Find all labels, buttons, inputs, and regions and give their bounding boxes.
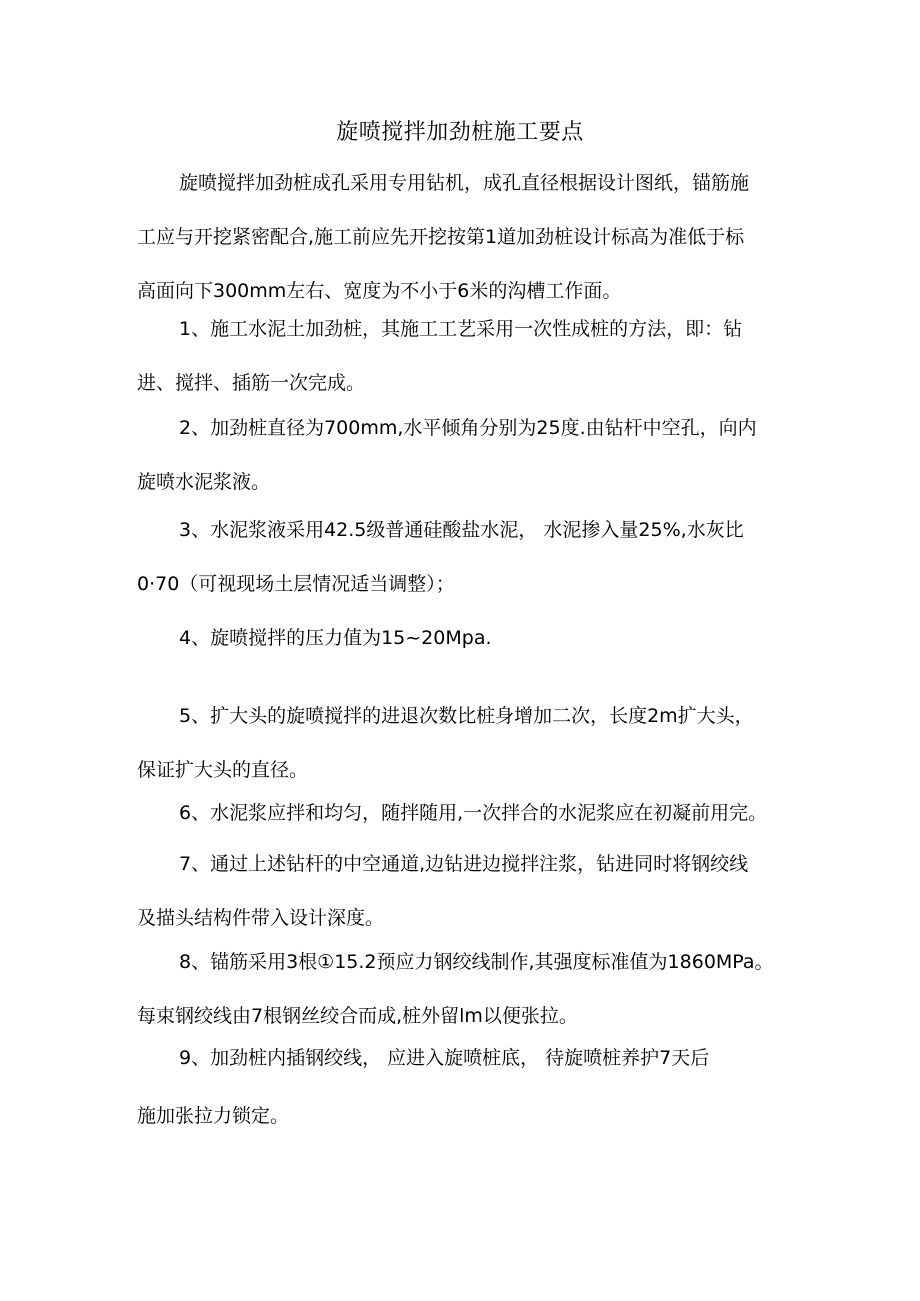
item-line: 4、旋喷搅拌的压力值为15~20Mpa. xyxy=(179,627,492,649)
item-9-continuation xyxy=(137,1089,797,1143)
item-line: 2、加劲桩直径为700mm,水平倾角分别为25度.由钻杆中空孔，向内 xyxy=(179,417,757,439)
item-line: 8、锚筋采用3根①15.2预应力钢绞线制作,其强度标准值为1860MPa。 xyxy=(179,951,774,973)
item-line: 施加张拉力锁定。 xyxy=(137,1105,290,1127)
item-line: 5、扩大头的旋喷搅拌的进退次数比桩身增加二次，长度2m扩大头， xyxy=(179,705,754,727)
item-line: 每束钢绞线由7根钢丝绞合而成,桩外留lm以便张拉。 xyxy=(137,1005,578,1027)
intro-line: 旋喷搅拌加劲桩成孔采用专用钻机，成孔直径根据设计图纸，锚筋施 xyxy=(179,172,750,194)
item-line: 3、水泥浆液采用42.5级普通硅酸盐水泥， 水泥掺入量25%,水灰比 xyxy=(179,519,744,541)
item-1 xyxy=(137,302,797,410)
item-line: 保证扩大头的直径。 xyxy=(137,759,309,781)
intro-line: 高面向下300mm左右、宽度为不小于6米的沟槽工作面。 xyxy=(137,280,622,302)
item-line: 7、通过上述钻杆的中空通道,边钻进边搅拌注浆，钻进同时将钢绞线 xyxy=(179,853,749,875)
item-7 xyxy=(137,837,797,945)
item-line: 9、加劲桩内插钢绞线， 应进入旋喷桩底， 待旋喷桩养护7天后 xyxy=(179,1047,710,1069)
item-line: 1、施工水泥土加劲桩，其施工工艺采用一次性成桩的方法，即：钻 xyxy=(179,318,743,340)
item-3 xyxy=(137,503,797,611)
item-line: 0·70（可视现场土层情况适当调整）； xyxy=(137,573,455,595)
item-6 xyxy=(137,786,797,840)
item-line: 6、水泥浆应拌和均匀，随拌随用,一次拌合的水泥浆应在初凝前用完。 xyxy=(179,802,768,824)
intro-line: 工应与开挖紧密配合,施工前应先开挖按第1道加劲桩设计标高为准低于标 xyxy=(137,226,745,248)
page-title: 旋喷搅拌加劲桩施工要点 xyxy=(336,120,584,145)
item-8 xyxy=(137,935,797,1043)
item-2 xyxy=(137,401,797,509)
item-line: 进、搅拌、插筋一次完成。 xyxy=(137,372,366,394)
item-line: 旋喷水泥浆液。 xyxy=(137,471,271,493)
item-5 xyxy=(137,689,797,797)
intro-paragraph xyxy=(137,156,797,318)
item-9 xyxy=(137,1031,797,1085)
item-4 xyxy=(137,611,797,665)
item-line: 及描头结构件带入设计深度。 xyxy=(137,907,385,929)
